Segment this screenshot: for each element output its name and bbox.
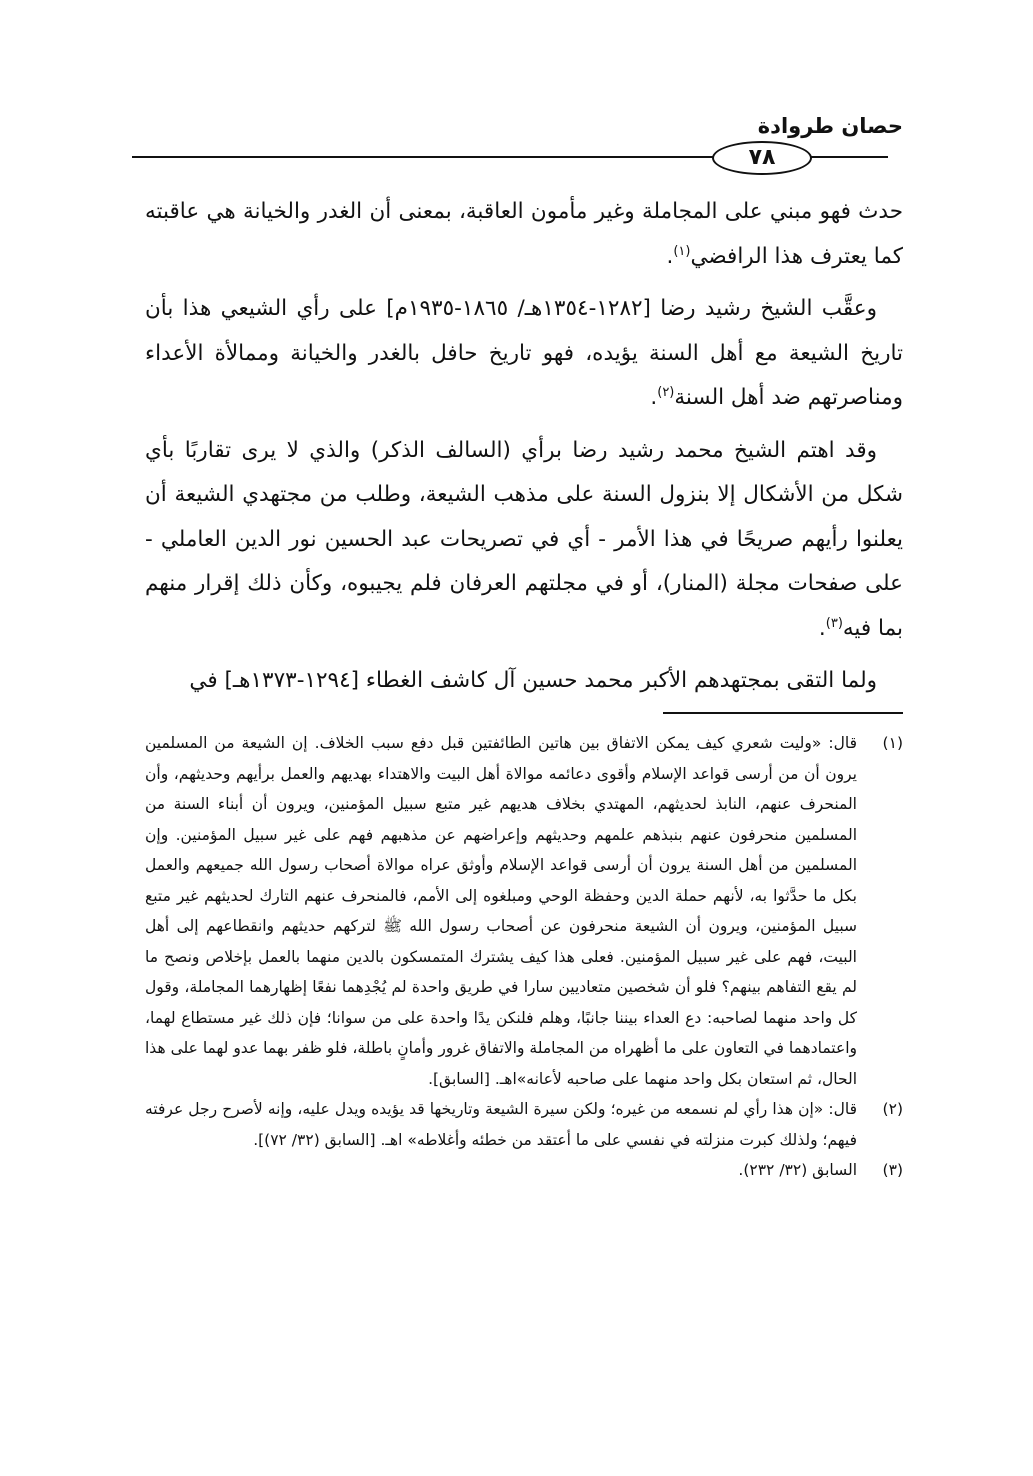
paragraph-4: ولما التقى بمجتهدهم الأكبر محمد حسين آل كاشف الغطاء [١٢٩٤-١٣٧٣هـ] في <box>189 668 877 693</box>
footnote-text: قال: «وليت شعري كيف يمكن الاتفاق بين هاتين الطائفتين قبل دفع سبب الخلاف. إن الشيعة من المسلمين يرون أن من أرسى قواعد الإسلام وأقوى دعائمه موالاة أهل البيت والاهتداء بهديهم والعمل برأيهم وحديثهم، وأن المنحرف عنهم، النابذ لحديثهم، المهتدي بخلاف هديهم غير متبع سبيل المؤمنين، ويرون أن أبناء السنة من المسلمين منحرفون عنهم بنبذهم علمهم وحديثهم وإعراضهم عن مذهبهم فهم على غير سبيل المؤمنين. وإن المسلمين من أهل السنة يرون أن أرسى قواعد الإسلام وأوثق عراه موالاة أصحاب رسول الله جميعهم والعمل بكل ما حدَّثوا به، لأنهم حملة الدين وحفظة الوحي ومبلغوه إلى الأمم، فالمنحرف عنهم التارك لحديثهم غير متبع سبيل المؤمنين، ويرون أن الشيعة منحرفون عن أصحاب رسول الله ﷺ لتركهم حديثهم وانقطاعهم إلى أهل البيت، فهم على غير سبيل المؤمنين. فعلى هذا كيف يشترك المتمسكون بالدين منهما بالعمل بإخلاص ونصح ما لم يقع التفاهم بينهم؟ فلو أن شخصين متعاديين سارا في طريق واحدة لم يُجْدِهما نفعًا إظهارهما المجاملة، وقول كل واحد منهما لصاحبه: دع العداء بيننا جانبًا، وهلم فلنكن يدًا واحدة على من سوانا؛ فإن ذلك غير مستطاع لهما، واعتمادهما في التعاون على ما أظهراه من المجاملة والاتفاق غرور وأمانٍ باطلة، فلو ظفر بهما عدو لهما على هذا الحال، ثم استعان بكل واحد منهما على صاحبه لأعانه»اهـ. [السابق]. <box>145 734 857 1088</box>
footnote-separator <box>663 712 903 714</box>
page-number: ٧٨ <box>712 141 812 175</box>
footnote-number: (٣) <box>882 1161 903 1179</box>
footnote-text: السابق (٣٢/ ٢٣٢). <box>738 1161 857 1179</box>
paragraph-1: حدث فهو مبني على المجاملة وغير مأمون العاقبة، بمعنى أن الغدر والخيانة هي عاقبته كما يعترف هذا الرافضي$^{(١)}$. <box>145 199 903 269</box>
page-title: حصان طروادة <box>757 114 903 138</box>
body-text <box>145 190 903 712</box>
footnote-3 <box>145 1155 903 1186</box>
footnote-2 <box>145 1094 903 1155</box>
footnote-ref-3[interactable]: (٣) <box>825 615 843 631</box>
footnote-text: قال: «إن هذا رأي لم نسمعه من غيره؛ ولكن سيرة الشيعة وتاريخها قد يؤيده ويدل عليه، وإنه لأصرح رجل عرفته فيهم؛ ولذلك كبرت منزلته في نفسي على ما أعتقد من خطئه وأغلاطه» اهـ. [السابق (٣٢/ ٧٢)]. <box>145 1100 857 1149</box>
footnote-ref-1[interactable]: (١) <box>673 243 691 259</box>
footnote-ref-2[interactable]: (٢) <box>657 384 675 400</box>
footnotes <box>145 728 903 1186</box>
paragraph-3: وقد اهتم الشيخ محمد رشيد رضا برأي (السالف الذكر) والذي لا يرى تقاربًا بأي شكل من الأشكال إلا بنزول السنة على مذهب الشيعة، وطلب من مجتهدي الشيعة أن يعلنوا رأيهم صريحًا في هذا الأمر - أي في تصريحات عبد الحسين نور الدين العاملي - على صفحات مجلة (المنار)، أو في مجلتهم العرفان فلم يجيبوه، وكأن ذلك إقرار منهم بما فيه$^{(٣)}$. <box>145 437 903 641</box>
footnote-1 <box>145 728 903 1094</box>
paragraph-2: وعقَّب الشيخ رشيد رضا [١٢٨٢-١٣٥٤هـ/ ١٨٦٥-١٩٣٥م] على رأي الشيعي هذا بأن تاريخ الشيعة مع أهل السنة يؤيده، فهو تاريخ حافل بالغدر والخيانة وممالأة الأعداء ومناصرتهم ضد أهل السنة$^{(٢)}$. <box>145 296 903 410</box>
footnote-number: (٢) <box>882 1100 903 1118</box>
footnote-number: (١) <box>882 734 903 752</box>
